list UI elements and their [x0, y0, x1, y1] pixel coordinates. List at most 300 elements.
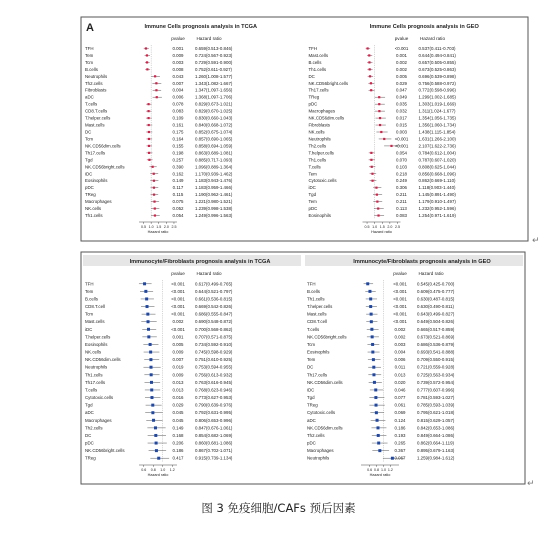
hr-point-A-1-11	[379, 124, 381, 126]
row-pvalue-B-0-5: 0.002	[172, 319, 184, 325]
row-label-B-0-6: iDC	[85, 326, 93, 332]
row-pvalue-B-0-2: <0.001	[171, 296, 185, 302]
hr-point-A-0-8	[147, 103, 149, 105]
row-hr-text-A-1-14: 2.107(1.622-2.736)	[418, 143, 456, 149]
subplot-title-B-0: Immunocyte/Fibroblasts prognosis analysis in TCGA	[129, 259, 271, 265]
row-pvalue-A-1-5: 0.029	[396, 80, 407, 86]
row-hr-text-B-1-13: 0.739(0.572-0.954)	[417, 379, 455, 385]
row-label-B-1-5: CD8.T.cell	[307, 319, 328, 325]
subplot-title-A-1: Immune Cells prognosis analysis in GEO	[369, 24, 479, 30]
row-label-A-0-4: Neutrophils	[85, 73, 108, 79]
row-hr-text-A-1-3: 0.673(0.525-0.863)	[418, 66, 456, 72]
row-pvalue-A-0-9: 0.083	[172, 108, 184, 114]
hr-point-B-1-0	[366, 282, 369, 285]
hr-point-B-0-6	[147, 328, 150, 331]
row-label-B-1-19: NK.CD56dim.cells	[307, 425, 343, 431]
hr-point-B-0-15	[150, 396, 153, 399]
hr-point-B-1-17	[375, 411, 378, 414]
row-label-A-0-20: pDC	[85, 185, 94, 191]
hr-point-B-0-17	[151, 411, 154, 414]
row-hr-text-A-1-23: 1.232(0.952-1.596)	[418, 206, 456, 212]
row-label-B-0-21: pDC	[85, 440, 94, 446]
row-hr-text-A-0-21: 1.190(0.962-1.461)	[195, 192, 233, 198]
x-axis-label-B-1: Hazard ratio	[369, 473, 391, 477]
figure-caption: 图 3 免疫细胞/CAFs 预后因素	[201, 501, 356, 515]
row-hr-text-B-0-6: 0.700(0.568-0.862)	[195, 326, 233, 332]
x-tick-label-B-1-1: 0.8	[374, 468, 380, 472]
row-pvalue-A-0-12: 0.175	[172, 129, 184, 135]
row-label-B-0-12: Th1.cells	[85, 372, 103, 378]
row-pvalue-A-0-20: 0.117	[172, 185, 184, 191]
row-label-B-0-3: CD8.T.cell	[85, 304, 106, 310]
row-label-B-1-4: Mast.cells	[307, 311, 327, 317]
hr-point-A-1-7	[378, 96, 380, 98]
row-pvalue-A-1-0: <0.001	[394, 45, 409, 51]
row-hr-text-B-1-21: 0.862(0.664-1.119)	[417, 440, 455, 446]
row-pvalue-A-1-21: 0.211	[396, 192, 407, 198]
row-label-A-1-9: Macrophages	[308, 108, 336, 114]
row-label-A-0-24: Th1.cells	[85, 213, 103, 219]
hr-point-A-0-21	[153, 194, 155, 196]
row-hr-text-B-1-2: 0.630(0.487-0.815)	[417, 296, 455, 302]
hr-point-B-1-11	[372, 366, 375, 369]
row-hr-text-A-0-15: 0.863(0.689-1.081)	[195, 150, 233, 156]
row-hr-text-B-0-7: 0.707(0.571-0.875)	[195, 334, 233, 340]
row-pvalue-B-0-1: <0.001	[171, 288, 185, 294]
row-hr-text-B-1-18: 0.815(0.629-1.057)	[417, 417, 455, 423]
row-hr-text-A-1-15: 0.784(0.612-1.004)	[418, 150, 456, 156]
row-hr-text-A-0-6: 1.347(1.097-1.656)	[195, 87, 233, 93]
row-pvalue-B-0-3: <0.001	[171, 304, 185, 310]
row-hr-text-A-1-8: 1.303(1.019-1.669)	[418, 101, 456, 107]
row-hr-text-B-1-0: 0.545(0.425-0.700)	[417, 281, 455, 287]
row-label-A-0-11: Mast.cells	[85, 122, 105, 128]
hr-point-A-0-17	[152, 166, 154, 168]
hr-point-A-1-4	[369, 75, 371, 77]
row-label-B-0-22: NK.CD56bright.cells	[85, 448, 125, 454]
row-pvalue-A-1-3: 0.002	[396, 66, 407, 72]
row-pvalue-B-1-15: 0.077	[394, 395, 406, 401]
row-label-B-1-17: Cytotoxic.cells	[307, 410, 336, 416]
hr-point-B-1-16	[375, 404, 378, 407]
row-label-A-0-5: Th2.cells	[85, 80, 103, 86]
row-pvalue-B-0-14: 0.013	[172, 387, 184, 393]
row-label-A-0-13: Tcm	[85, 136, 94, 142]
row-hr-text-B-1-22: 0.895(0.679-1.163)	[417, 448, 455, 454]
row-label-A-1-24: Eosinophils	[308, 213, 331, 219]
row-hr-text-A-0-14: 0.858(0.694-1.059)	[195, 143, 233, 149]
hr-point-A-1-8	[378, 103, 380, 105]
row-pvalue-A-0-24: 0.054	[172, 213, 184, 219]
row-pvalue-B-0-8: 0.005	[172, 341, 184, 347]
hr-point-B-1-22	[378, 449, 381, 452]
row-label-A-1-7: TReg	[308, 94, 320, 100]
column-header-hr-A-0: Hazard ratio	[196, 36, 222, 41]
row-hr-text-A-1-6: 0.772(0.598-0.996)	[418, 87, 456, 93]
row-hr-text-A-1-19: 0.862(0.669-1.110)	[418, 178, 456, 184]
row-hr-text-B-1-19: 0.842(0.653-1.086)	[417, 425, 455, 431]
x-axis-label-B-0: Hazard ratio	[147, 473, 169, 477]
row-label-B-0-4: Tcm	[85, 311, 94, 317]
row-label-A-1-13: Neutrophils	[308, 136, 331, 142]
hr-point-A-0-23	[154, 207, 156, 209]
hr-point-B-0-13	[150, 381, 153, 384]
row-pvalue-B-0-22: 0.186	[172, 448, 184, 454]
row-pvalue-A-1-16: 0.070	[396, 157, 407, 163]
row-pvalue-A-0-13: 0.164	[172, 136, 184, 142]
row-label-B-1-7: NK.CD56bright.cells	[307, 334, 347, 340]
row-pvalue-B-1-11: 0.011	[394, 364, 406, 370]
row-hr-text-A-1-1: 0.644(0.494-0.841)	[418, 52, 456, 58]
row-pvalue-A-1-4: 0.005	[396, 73, 407, 79]
hr-point-A-1-22	[376, 201, 378, 203]
row-label-A-1-12: NK.cells	[308, 129, 325, 135]
row-label-A-0-6: Fibroblasts	[85, 87, 107, 93]
row-label-A-1-22: Tem	[308, 199, 317, 205]
row-hr-text-B-0-4: 0.686(0.555-0.847)	[195, 311, 233, 317]
column-header-hr-B-0: Hazard ratio	[196, 271, 222, 276]
row-label-A-1-3: Th1.cells	[308, 66, 327, 72]
column-header-pvalue-A-0: pvalue	[171, 36, 185, 41]
hr-point-A-1-13	[383, 138, 385, 140]
row-label-B-1-0: TFH	[307, 281, 316, 287]
row-pvalue-A-1-24: 0.083	[396, 213, 407, 219]
row-pvalue-B-1-13: 0.020	[394, 379, 406, 385]
row-hr-text-A-0-19: 1.183(0.943-1.476)	[195, 178, 233, 184]
row-pvalue-A-1-1: 0.001	[396, 52, 407, 58]
row-hr-text-B-0-2: 0.661(0.536-0.815)	[195, 296, 233, 302]
row-pvalue-A-0-16: 0.257	[172, 157, 184, 163]
row-pvalue-A-0-17: 0.390	[172, 164, 184, 170]
row-label-A-1-1: Mast.cells	[308, 52, 329, 58]
row-pvalue-A-1-18: 0.218	[396, 171, 407, 177]
row-label-B-0-9: NK.cells	[85, 349, 102, 355]
row-pvalue-A-0-2: 0.003	[172, 59, 184, 65]
subplot-title-B-1: Immunocyte/Fibroblasts prognosis analysis in GEO	[353, 259, 491, 265]
row-hr-text-B-0-5: 0.690(0.548-0.872)	[195, 319, 233, 325]
x-tick-label-A-1-4: 2.5	[394, 225, 400, 229]
row-label-A-0-3: B.cells	[85, 66, 98, 72]
hr-point-B-0-10	[149, 358, 152, 361]
row-hr-text-A-1-13: 1.631(1.266-2.100)	[418, 136, 456, 142]
x-tick-label-A-1-3: 2.0	[387, 225, 393, 229]
row-hr-text-A-1-17: 0.808(0.625-1.044)	[418, 164, 456, 170]
hr-point-B-1-7	[371, 335, 374, 338]
row-label-A-0-2: Tcm	[85, 59, 94, 65]
row-hr-text-A-0-23: 1.239(0.998-1.538)	[195, 206, 233, 212]
row-pvalue-A-1-23: 0.113	[396, 206, 407, 212]
row-label-A-1-23: pDC	[308, 206, 318, 212]
row-hr-text-B-1-14: 0.777(0.607-0.996)	[417, 387, 455, 393]
row-label-A-1-19: Cytotoxic.cells	[308, 178, 337, 184]
row-hr-text-A-0-8: 0.829(0.673-1.021)	[195, 101, 233, 107]
row-label-B-1-22: Macrophages	[307, 448, 334, 454]
row-pvalue-A-0-4: 0.043	[172, 73, 184, 79]
hr-point-B-1-9	[371, 351, 374, 354]
hr-point-A-1-18	[371, 173, 373, 175]
row-pvalue-A-0-10: 0.109	[172, 115, 184, 121]
hr-point-A-0-2	[146, 61, 148, 63]
hr-point-B-1-3	[369, 305, 372, 308]
hr-point-B-1-12	[372, 373, 375, 376]
row-hr-text-B-0-19: 0.847(0.676-1.061)	[195, 425, 233, 431]
row-hr-text-A-0-0: 0.659(0.513-0.846)	[195, 45, 233, 51]
row-label-A-0-7: aDC	[85, 94, 94, 100]
row-pvalue-A-1-9: 0.032	[396, 108, 407, 114]
row-pvalue-A-1-6: 0.047	[396, 87, 407, 93]
x-tick-label-B-0-3: 1.2	[169, 468, 175, 472]
row-label-A-1-4: DC	[308, 73, 315, 79]
row-hr-text-A-1-22: 1.179(0.910-1.497)	[418, 199, 456, 205]
row-pvalue-A-0-6: 0.004	[172, 87, 184, 93]
row-hr-text-A-0-16: 0.885(0.717-1.093)	[195, 157, 233, 163]
row-hr-text-A-0-22: 1.221(0.980-1.521)	[195, 199, 233, 205]
hr-point-B-0-12	[150, 373, 153, 376]
row-label-B-0-20: DC	[85, 432, 92, 438]
row-label-A-0-18: iDC	[85, 171, 93, 177]
row-pvalue-A-1-2: 0.002	[396, 59, 407, 65]
row-label-A-1-16: Th1.cells	[308, 157, 327, 163]
row-pvalue-B-1-0: <0.001	[393, 281, 407, 287]
row-pvalue-A-0-8: 0.078	[172, 101, 184, 107]
row-label-B-0-5: Mast.cells	[85, 319, 105, 325]
x-tick-label-B-0-2: 1.0	[160, 468, 166, 472]
row-pvalue-B-0-6: <0.001	[171, 326, 185, 332]
row-label-B-1-14: iDC	[307, 387, 315, 393]
row-hr-text-A-1-21: 1.145(0.891-1.490)	[418, 192, 456, 198]
hr-point-B-1-21	[377, 442, 380, 445]
row-pvalue-B-0-23: 0.417	[172, 455, 184, 461]
row-label-A-1-8: pDC	[308, 101, 318, 107]
row-label-A-0-16: Tgd	[85, 157, 93, 163]
hr-point-B-1-23	[391, 457, 394, 460]
row-label-B-1-18: aDC	[307, 417, 316, 423]
hr-point-B-0-19	[154, 426, 157, 429]
hr-point-B-1-10	[372, 358, 375, 361]
hr-point-B-0-20	[154, 434, 157, 437]
row-label-A-0-12: DC	[85, 129, 92, 135]
row-pvalue-A-0-18: 0.162	[172, 171, 184, 177]
row-pvalue-A-0-22: 0.075	[172, 199, 184, 205]
row-pvalue-A-0-11: 0.161	[172, 122, 184, 128]
row-hr-text-A-0-4: 1.260(1.008-1.577)	[195, 73, 233, 79]
row-hr-text-A-0-18: 1.170(0.939-1.462)	[195, 171, 233, 177]
row-label-B-0-16: Tgd	[85, 402, 93, 408]
row-label-B-0-17: aDC	[85, 410, 94, 416]
x-tick-label-B-1-3: 1.2	[387, 468, 393, 472]
row-label-A-0-9: CD8.T.cells	[85, 108, 108, 114]
row-label-A-0-17: NK.CD56bright.cells	[85, 164, 125, 170]
hr-point-B-0-3	[146, 305, 149, 308]
row-pvalue-B-1-9: 0.004	[394, 349, 406, 355]
row-hr-text-A-0-11: 0.840(0.668-1.072)	[195, 122, 233, 128]
row-pvalue-B-1-17: 0.069	[394, 410, 406, 416]
hr-point-A-0-3	[146, 68, 148, 70]
panel-B-frame	[81, 252, 525, 484]
row-pvalue-B-1-23: 0.067	[394, 455, 406, 461]
row-label-B-1-1: B.cells	[307, 288, 320, 294]
row-label-B-0-11: Neutrophils	[85, 364, 108, 370]
row-label-A-1-0: TFH	[308, 45, 318, 51]
row-pvalue-A-1-10: 0.017	[396, 115, 407, 121]
row-label-B-0-1: Tem	[85, 288, 94, 294]
hr-point-A-1-6	[370, 89, 372, 91]
hr-point-A-0-18	[153, 173, 155, 175]
row-pvalue-A-1-22: 0.211	[396, 199, 407, 205]
row-hr-text-A-1-9: 1.311(1.024-1.677)	[418, 108, 456, 114]
row-pvalue-B-1-2: <0.001	[393, 296, 407, 302]
row-pvalue-A-1-8: 0.035	[396, 101, 407, 107]
hr-point-B-1-14	[374, 388, 377, 391]
row-hr-text-A-1-11: 1.356(1.060-1.734)	[418, 122, 456, 128]
row-label-B-0-13: Th17.cells	[85, 379, 106, 385]
row-label-A-1-15: T.helper.cells	[308, 150, 334, 156]
hr-point-A-1-19	[371, 180, 373, 182]
hr-point-A-0-14	[148, 145, 150, 147]
column-header-pvalue-B-1: pvalue	[393, 271, 407, 276]
column-header-hr-B-1: Hazard ratio	[418, 271, 444, 276]
row-pvalue-A-1-14: <0.001	[394, 143, 409, 149]
hr-point-A-0-19	[153, 180, 155, 182]
row-hr-text-A-0-3: 0.752(0.611-0.927)	[195, 66, 233, 72]
row-label-A-1-6: Th17.cells	[308, 87, 329, 93]
row-pvalue-B-1-3: <0.001	[393, 304, 407, 310]
row-hr-text-B-1-3: 0.630(0.490-0.811)	[417, 304, 455, 310]
hr-point-B-1-4	[370, 313, 373, 316]
hr-point-A-1-24	[377, 214, 379, 216]
row-label-A-1-11: Fibroblasts	[308, 122, 330, 128]
row-hr-text-B-0-17: 0.792(0.631-0.995)	[195, 410, 233, 416]
row-hr-text-B-0-15: 0.773(0.627-0.953)	[195, 395, 233, 401]
row-hr-text-B-0-13: 0.763(0.616-0.945)	[195, 379, 233, 385]
row-hr-text-A-1-10: 1.354(1.056-1.735)	[418, 115, 456, 121]
row-label-B-1-23: Neutrophils	[307, 455, 330, 461]
row-hr-text-B-0-16: 0.790(0.639-0.976)	[195, 402, 233, 408]
row-pvalue-A-0-0: 0.001	[172, 45, 184, 51]
row-pvalue-A-1-20: 0.306	[396, 185, 407, 191]
hr-point-A-1-23	[377, 207, 379, 209]
hr-point-A-0-20	[153, 187, 155, 189]
row-pvalue-B-1-14: 0.046	[394, 387, 406, 393]
row-pvalue-A-0-14: 0.155	[172, 143, 184, 149]
row-label-A-0-22: Macrophages	[85, 199, 112, 205]
row-hr-text-B-1-9: 0.693(0.541-0.888)	[417, 349, 455, 355]
row-pvalue-B-0-11: 0.019	[172, 364, 184, 370]
row-hr-text-B-0-11: 0.753(0.594-0.955)	[195, 364, 233, 370]
row-pvalue-B-0-12: 0.009	[172, 372, 184, 378]
row-hr-text-A-1-0: 0.537(0.411-0.703)	[418, 45, 456, 51]
column-header-pvalue-A-1: pvalue	[394, 36, 409, 41]
hr-point-A-0-10	[147, 117, 149, 119]
hr-point-A-0-0	[145, 47, 147, 49]
row-hr-text-A-0-24: 1.249(0.996-1.563)	[195, 213, 233, 219]
row-label-A-1-14: Th2.cells	[308, 143, 327, 149]
row-pvalue-B-0-7: 0.001	[172, 334, 184, 340]
hr-point-B-0-22	[155, 449, 158, 452]
hr-point-B-0-0	[143, 282, 146, 285]
hr-point-A-0-15	[148, 152, 150, 154]
row-hr-text-B-0-1: 0.644(0.521-0.797)	[195, 288, 233, 294]
row-hr-text-A-1-5: 0.756(0.588-0.972)	[418, 80, 456, 86]
hr-point-A-1-17	[371, 166, 373, 168]
row-label-A-1-21: Tgd	[308, 192, 317, 198]
row-hr-text-B-0-8: 0.734(0.592-0.910)	[195, 341, 233, 347]
x-tick-label-A-0-4: 2.5	[171, 225, 177, 229]
hr-point-B-0-11	[150, 366, 153, 369]
row-label-B-1-12: Th17.cells	[307, 372, 328, 378]
row-hr-text-A-1-2: 0.657(0.505-0.855)	[418, 59, 456, 65]
row-pvalue-A-1-17: 0.103	[396, 164, 407, 170]
row-label-B-1-16: TReg	[307, 402, 318, 408]
hr-point-B-0-4	[146, 313, 149, 316]
hr-point-A-0-9	[147, 110, 149, 112]
row-pvalue-B-1-1: <0.001	[393, 288, 407, 294]
row-pvalue-A-1-7: 0.049	[396, 94, 407, 100]
hr-point-A-0-13	[148, 138, 150, 140]
row-label-A-1-18: Tem	[308, 171, 317, 177]
hr-point-A-1-2	[368, 61, 370, 63]
hr-point-B-0-23	[157, 457, 160, 460]
panel-A-frame	[81, 17, 528, 241]
row-hr-text-B-1-17: 0.795(0.621-1.018)	[417, 410, 455, 416]
row-pvalue-A-0-19: 0.149	[172, 178, 184, 184]
column-header-hr-A-1: Hazard ratio	[419, 36, 446, 41]
row-hr-text-B-0-20: 0.854(0.682-1.069)	[195, 432, 233, 438]
hr-point-B-0-21	[155, 442, 158, 445]
x-axis-label-A-0: Hazard ratio	[147, 230, 169, 234]
row-pvalue-B-0-13: 0.013	[172, 379, 184, 385]
x-tick-label-B-1-2: 1.0	[380, 468, 386, 472]
row-pvalue-B-0-15: 0.016	[172, 395, 184, 401]
row-label-B-0-18: Macrophages	[85, 417, 112, 423]
hr-point-A-1-20	[375, 187, 377, 189]
row-label-A-0-14: NK.CD56dim.cells	[85, 143, 121, 149]
row-hr-text-B-1-4: 0.643(0.499-0.827)	[417, 311, 455, 317]
row-hr-text-B-0-23: 0.915(0.739-1.134)	[195, 455, 233, 461]
hr-point-A-1-1	[368, 54, 370, 56]
row-hr-text-A-0-1: 0.724(0.567-0.923)	[195, 52, 233, 58]
hr-point-A-1-12	[380, 131, 382, 133]
row-pvalue-B-0-18: 0.045	[172, 417, 184, 423]
row-hr-text-B-1-20: 0.849(0.664-1.086)	[417, 432, 455, 438]
row-pvalue-B-1-18: 0.124	[394, 417, 406, 423]
hr-point-A-1-10	[379, 117, 381, 119]
row-label-B-1-11: DC	[307, 364, 314, 370]
row-pvalue-B-1-7: 0.002	[394, 334, 406, 340]
row-hr-text-B-0-0: 0.617(0.499-0.765)	[195, 281, 233, 287]
row-hr-text-B-1-1: 0.609(0.475-0.777)	[417, 288, 455, 294]
hr-point-A-0-11	[148, 124, 150, 126]
row-pvalue-B-0-20: 0.168	[172, 432, 184, 438]
row-pvalue-B-1-21: 0.265	[394, 440, 406, 446]
row-label-B-0-14: T.cells	[85, 387, 98, 393]
row-pvalue-B-1-6: 0.002	[394, 326, 406, 332]
row-hr-text-B-1-5: 0.649(0.504-0.826)	[417, 319, 455, 325]
hr-point-B-0-8	[149, 343, 152, 346]
row-label-B-1-10: Tem	[307, 357, 316, 363]
row-hr-text-A-1-4: 0.696(0.539-0.898)	[418, 73, 456, 79]
x-tick-label-A-0-2: 1.5	[156, 225, 162, 229]
hr-point-A-1-9	[378, 110, 380, 112]
row-label-B-0-10: NK.CD56dim.cells	[85, 357, 121, 363]
x-tick-label-A-1-1: 1.0	[372, 225, 378, 229]
hr-point-B-1-13	[373, 381, 376, 384]
row-hr-text-B-0-18: 0.806(0.653-0.996)	[195, 417, 233, 423]
row-label-A-1-20: iDC	[308, 185, 316, 191]
panel-label-A: A	[86, 22, 94, 34]
hr-point-B-0-16	[151, 404, 154, 407]
x-tick-label-B-1-0: 0.6	[367, 468, 373, 472]
